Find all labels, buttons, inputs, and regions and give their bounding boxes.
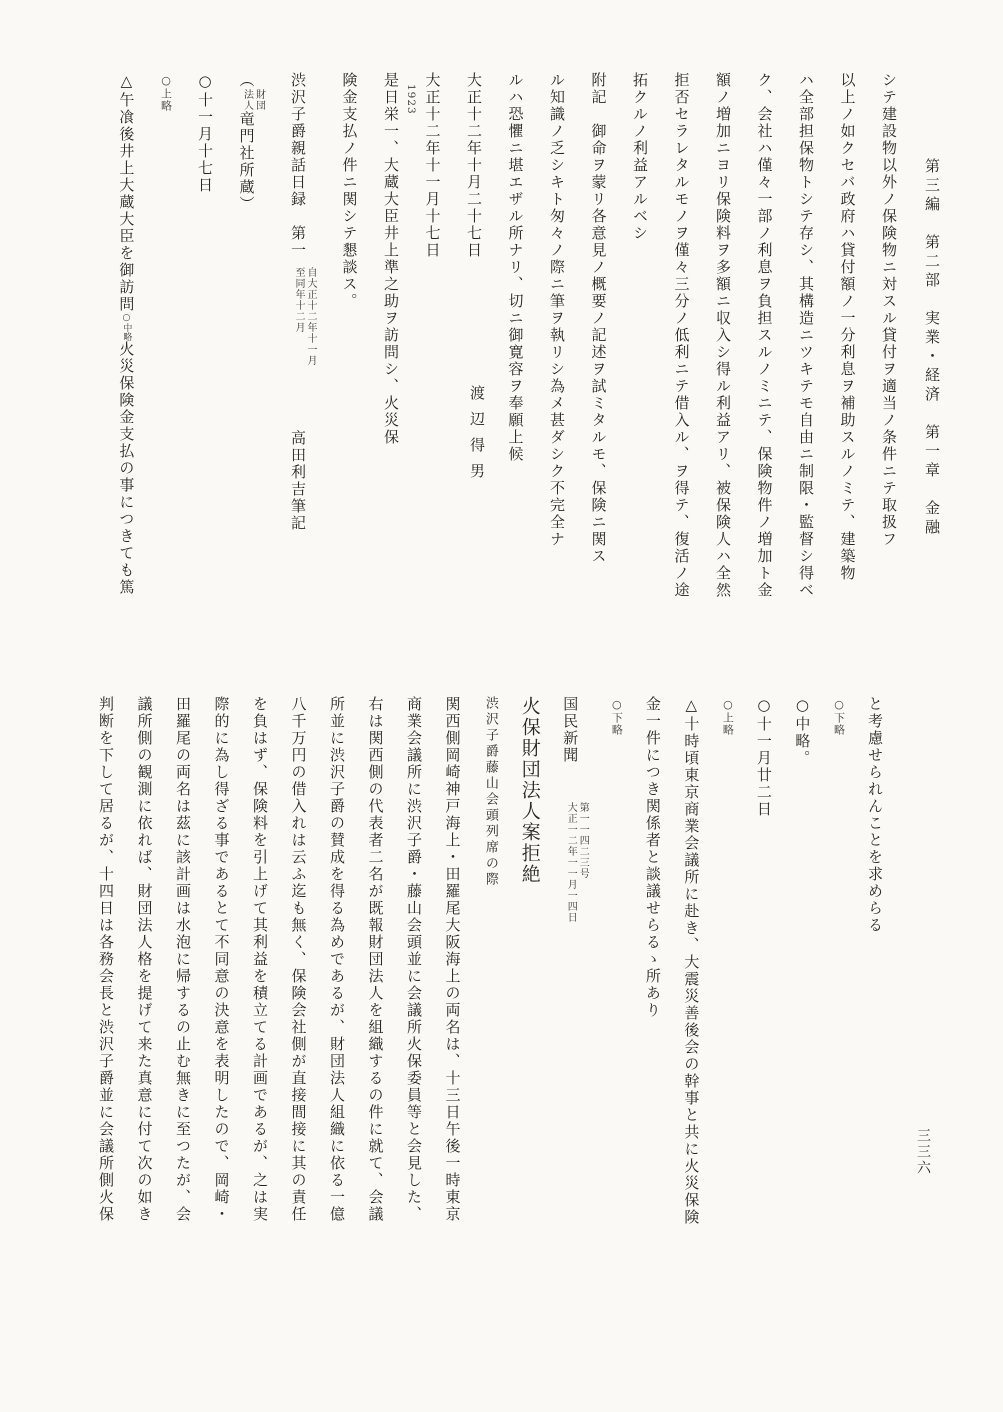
text-column: と考慮せられんことを求めらる [866, 696, 884, 934]
text-column: 拒否セラレタルモノヲ僅々三分ノ低利ニテ借入ル、ヲ得テ、復活ノ途 [672, 72, 691, 599]
text-column: 是日栄一、大蔵大臣井上準之助ヲ訪問シ、火災保 [382, 72, 400, 446]
omission-note-geryaku: ○下略 [832, 698, 846, 736]
article-text-column: 田羅尾の両名は茲に該計画は水泡に帰するの止む無きに至つたが、会 [174, 696, 193, 1223]
holder-small-right: 財団 [253, 89, 265, 111]
holder-name: 竜門社所蔵） [237, 111, 256, 213]
article-text-column: 議所側の観測に依れば、財団法人格を提げて来た真意に付て次の如き [135, 696, 154, 1223]
page-number: 三三六 [915, 1128, 931, 1176]
signature: 渡辺得男 [468, 385, 486, 489]
omission-line-churyaku: ○中略。 [793, 696, 812, 767]
newspaper-issue-date [564, 802, 588, 923]
running-head: 第三編 第二部 実業・経済 第一章 金融 [923, 158, 941, 538]
holder-paren: （ [237, 72, 256, 89]
omission-note-churyaku: ○中略 [121, 313, 132, 341]
letter-date-column [465, 72, 486, 682]
newspaper-issue: 第一一四二三号 [577, 802, 589, 879]
omission-note-jouryaku: ○上略 [159, 74, 173, 112]
source-date-range [292, 267, 316, 366]
diary-text: △午飡後井上大蔵大臣を御訪問 [117, 72, 136, 313]
diary-date-heading: ○十一月廿二日 [754, 696, 773, 818]
source-range-to: 至同年十二月 [293, 267, 304, 333]
text-column: 以上ノ如クセバ政府ハ貸付額ノ一分利息ヲ補助スルノミテ、建築物 [838, 72, 857, 582]
diary-text: 火災保険金支払の事につきても篤 [117, 341, 136, 596]
text-column: ク、会社ハ僅々一部ノ利息ヲ負担スルノミニテ、保険物件ノ増加ト金 [755, 72, 774, 599]
text-column: ルハ恐懼ニ堪エザル所ナリ、切ニ御寛容ヲ奉願上候 [506, 72, 525, 463]
article-headline: 火保財団法人案拒絶 [518, 696, 541, 885]
source-range-from: 自大正十二年十一月 [305, 267, 316, 366]
newspaper-date: 大正一二年一一月一四日 [565, 802, 577, 923]
article-text-column: 右は関西側の代表者二名が既報財団法人を組織するの件に就て、会議 [366, 696, 385, 1223]
top-section [93, 72, 897, 682]
appendix-note-column: 附記 御命ヲ蒙リ各意見ノ概要ノ記述ヲ試ミタルモ、保険ニ関ス [589, 72, 608, 565]
source-holder [238, 72, 265, 682]
text-column: ハ全部担保物トシテ存シ、其構造ニツキテモ自由ニ制限・監督シ得ベ [797, 72, 815, 599]
text-column: 拓クルノ利益アルベシ [631, 72, 649, 242]
source-title: 渋沢子爵親話日録 第一 [289, 72, 307, 259]
diary-text-column: 金一件につき関係者と談議せらるゝ所あり [643, 696, 662, 1019]
article-text-column: 所並に渋沢子爵の賛成を得る為めであるが、財団法人組織に依る一億 [328, 696, 347, 1223]
diary-date-heading: ○十一月十七日 [196, 72, 214, 194]
omission-note-geryaku: ○下略 [610, 698, 624, 736]
diary-text-column: △十時頃東京商業会議所に赴き、大震災善後会の幹事と共に火災保険 [682, 696, 701, 1226]
source-scribe: 高田利吉筆記 [289, 430, 307, 532]
text-column: シテ建設物以外ノ保険物ニ対スル貸付ヲ適当ノ条件ニテ取扱フ [880, 72, 898, 548]
text-column: 額ノ増加ニヨリ保険料ヲ多額ニ収入シ得ル利益アリ、被保険人ハ全然 [714, 72, 732, 599]
letter-date: 大正十二年十月二十七日 [465, 72, 483, 259]
text-column: 険金支払ノ件ニ関シテ懇談ス。 [340, 72, 359, 310]
article-text-column: 際的に為し得ざる事であるとて不同意の決意を表明したので、岡崎・ [212, 696, 231, 1223]
article-subheadline: 渋沢子爵藤山会頭列席の際 [482, 696, 498, 888]
article-text-column: 八千万円の借入れは云ふ迄も無く、保険会社側が直接間接に其の責任 [289, 696, 308, 1223]
source-citation [290, 72, 317, 682]
text-column: ル知識ノ乏シキト匆々ノ際ニ筆ヲ執リシ為メ甚ダシク不完全ナ [548, 72, 566, 548]
entry-date-heading: 大正十二年十一月十七日 [423, 72, 442, 259]
bottom-section [76, 696, 883, 1316]
press-citation [562, 696, 589, 1316]
article-text-column: 判断を下して居るが、十四日は各務会長と渋沢子爵並に会議所側火保 [97, 696, 116, 1223]
article-text-column: を負はず、保険料を引上げて其利益を積立てる計画であるが、之は実 [251, 696, 270, 1223]
article-text-column: 商業会議所に渋沢子爵・藤山会頭並に会議所火保委員等と会見した、 [405, 696, 424, 1223]
article-text-column: 関西側岡崎神戸海上・田羅尾大阪海上の両名は、十三日午後一時東京 [443, 696, 462, 1223]
holder-foundation-label [241, 89, 265, 111]
year-annotation: 1923 [405, 84, 417, 115]
omission-note-jouryaku: ○上略 [721, 698, 735, 736]
holder-small-left: 法人 [241, 89, 253, 111]
diary-text-column [118, 72, 135, 682]
newspaper-title: 国民新聞 [561, 696, 580, 764]
